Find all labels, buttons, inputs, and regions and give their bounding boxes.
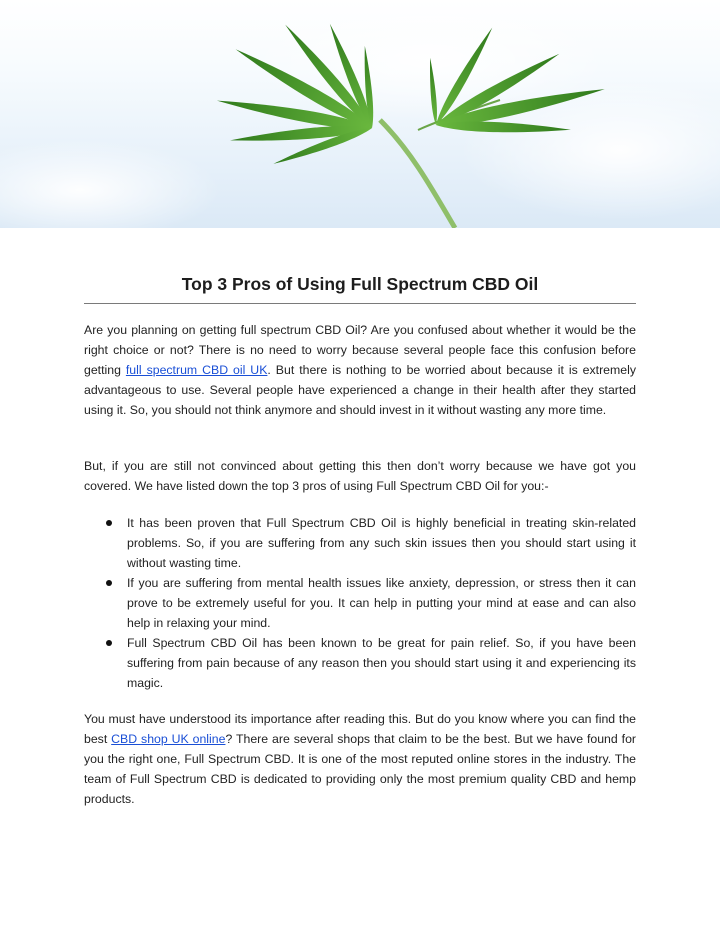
intro-paragraph xyxy=(84,320,636,420)
page-title: Top 3 Pros of Using Full Spectrum CBD Oil xyxy=(181,274,539,294)
header-image xyxy=(0,0,720,228)
cbd-shop-uk-link[interactable]: CBD shop UK online xyxy=(111,732,226,746)
shop-text-start: You must have understood its importance after reading this. But do you know where you can find the best xyxy=(84,712,636,746)
hemp-leaves-illustration xyxy=(0,0,720,228)
title-divider xyxy=(84,303,636,304)
list-item xyxy=(84,513,636,573)
shop-paragraph xyxy=(84,709,636,809)
list-item xyxy=(84,633,636,693)
intro-text-start: Are you planning on getting full spectrum CBD Oil? Are you confused about whether it would be the right choice or not? There is no need to worry because several people face this confusion before getting xyxy=(84,323,636,377)
full-spectrum-cbd-oil-link[interactable]: full spectrum CBD oil UK xyxy=(125,363,268,377)
list-item-text: If you are suffering from mental health issues like anxiety, depression, or stress then it can prove to be extremely useful for you. It can help in putting your mind at ease and can also help in relaxing your mind. xyxy=(127,576,636,630)
intro-text-end: . But there is nothing to be worried about because it is extremely advantageous to use. Several people have experienced a change in their health after they started using it. So, you should not think anymore and should invest in it without wasting any more time. xyxy=(84,363,636,417)
bullet-icon xyxy=(106,640,112,646)
shop-text-end: ? There are several shops that claim to be the best. But we have found for you the right one, Full Spectrum CBD. It is one of the most reputed online stores in the industry. The team of Full Spectrum CBD is dedicated to providing only the most premium quality CBD and hemp products. xyxy=(84,732,636,806)
list-item-text: Full Spectrum CBD Oil has been known to be great for pain relief. So, if you have been suffering from pain because of any reason then you should start using it and experiencing its magic. xyxy=(127,636,636,690)
bullet-icon xyxy=(106,580,112,586)
convince-paragraph: But, if you are still not convinced about getting this then don’t worry because we have got you covered. We have listed down the top 3 pros of using Full Spectrum CBD Oil for you:- xyxy=(84,459,636,493)
list-item-text: It has been proven that Full Spectrum CBD Oil is highly beneficial in treating skin-related problems. So, if you are suffering from any such skin issues then you should start using it without wasting time. xyxy=(127,516,636,570)
bullet-icon xyxy=(106,520,112,526)
list-item xyxy=(84,573,636,633)
pros-list xyxy=(84,513,636,693)
